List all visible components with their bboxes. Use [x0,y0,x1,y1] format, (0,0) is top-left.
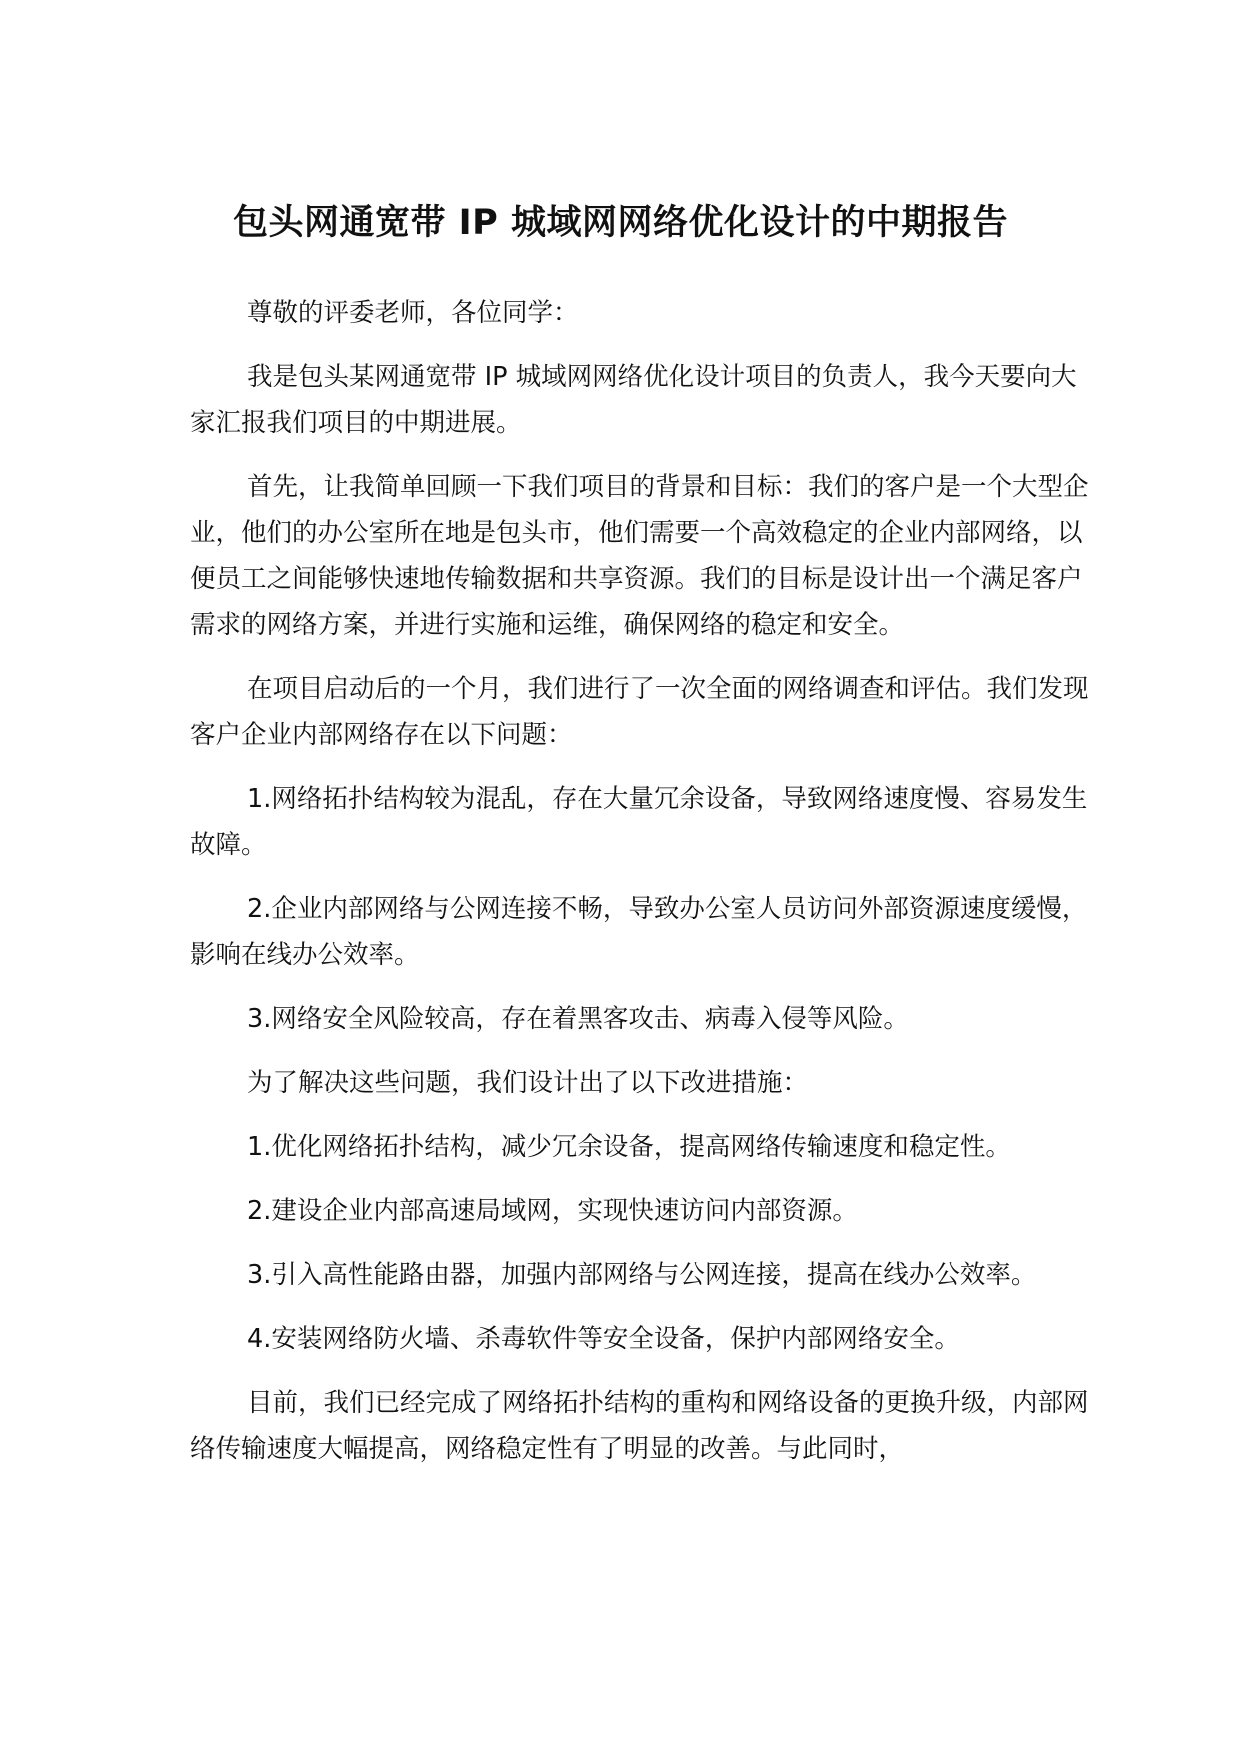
document-title: 包头网通宽带 IP 城域网网络优化设计的中期报告 [232,203,1009,244]
solution-item-3: 3.引入高性能路由器，加强内部网络与公网连接，提高在线办公效率。 [247,1260,1037,1290]
paragraph-greeting: 尊敬的评委老师，各位同学： [247,298,579,328]
document-body [190,290,1090,1490]
solution-item-4: 4.安装网络防火墙、杀毒软件等安全设备，保护内部网络安全。 [247,1324,960,1354]
paragraph-background: 首先，让我简单回顾一下我们项目的背景和目标：我们的客户是一个大型企业，他们的办公室所在地是包头市，他们需要一个高效稳定的企业内部网络，以便员工之间能够快速地传输数据和共享资源。我们的目标是设计出一个满足客户需求的网络方案，并进行实施和运维，确保网络的稳定和安全。 [190,472,1089,640]
paragraph-introduction: 我是包头某网通宽带 IP 城域网网络优化设计项目的负责人，我今天要向大家汇报我们项目的中期进展。 [190,362,1077,438]
problem-item-2: 2.企业内部网络与公网连接不畅，导致办公室人员访问外部资源速度缓慢，影响在线办公效率。 [190,894,1088,970]
paragraph-solutions-intro: 为了解决这些问题，我们设计出了以下改进措施： [247,1068,809,1098]
paragraph-assessment: 在项目启动后的一个月，我们进行了一次全面的网络调查和评估。我们发现客户企业内部网络存在以下问题： [190,674,1089,750]
solution-item-2: 2.建设企业内部高速局域网，实现快速访问内部资源。 [247,1196,858,1226]
solution-item-1: 1.优化网络拓扑结构，减少冗余设备，提高网络传输速度和稳定性。 [247,1132,1011,1162]
problem-item-1: 1.网络拓扑结构较为混乱，存在大量冗余设备，导致网络速度慢、容易发生故障。 [190,784,1088,860]
paragraph-progress: 目前，我们已经完成了网络拓扑结构的重构和网络设备的更换升级，内部网络传输速度大幅提高，网络稳定性有了明显的改善。与此同时， [190,1388,1089,1464]
problem-item-3: 3.网络安全风险较高，存在着黑客攻击、病毒入侵等风险。 [247,1004,909,1034]
